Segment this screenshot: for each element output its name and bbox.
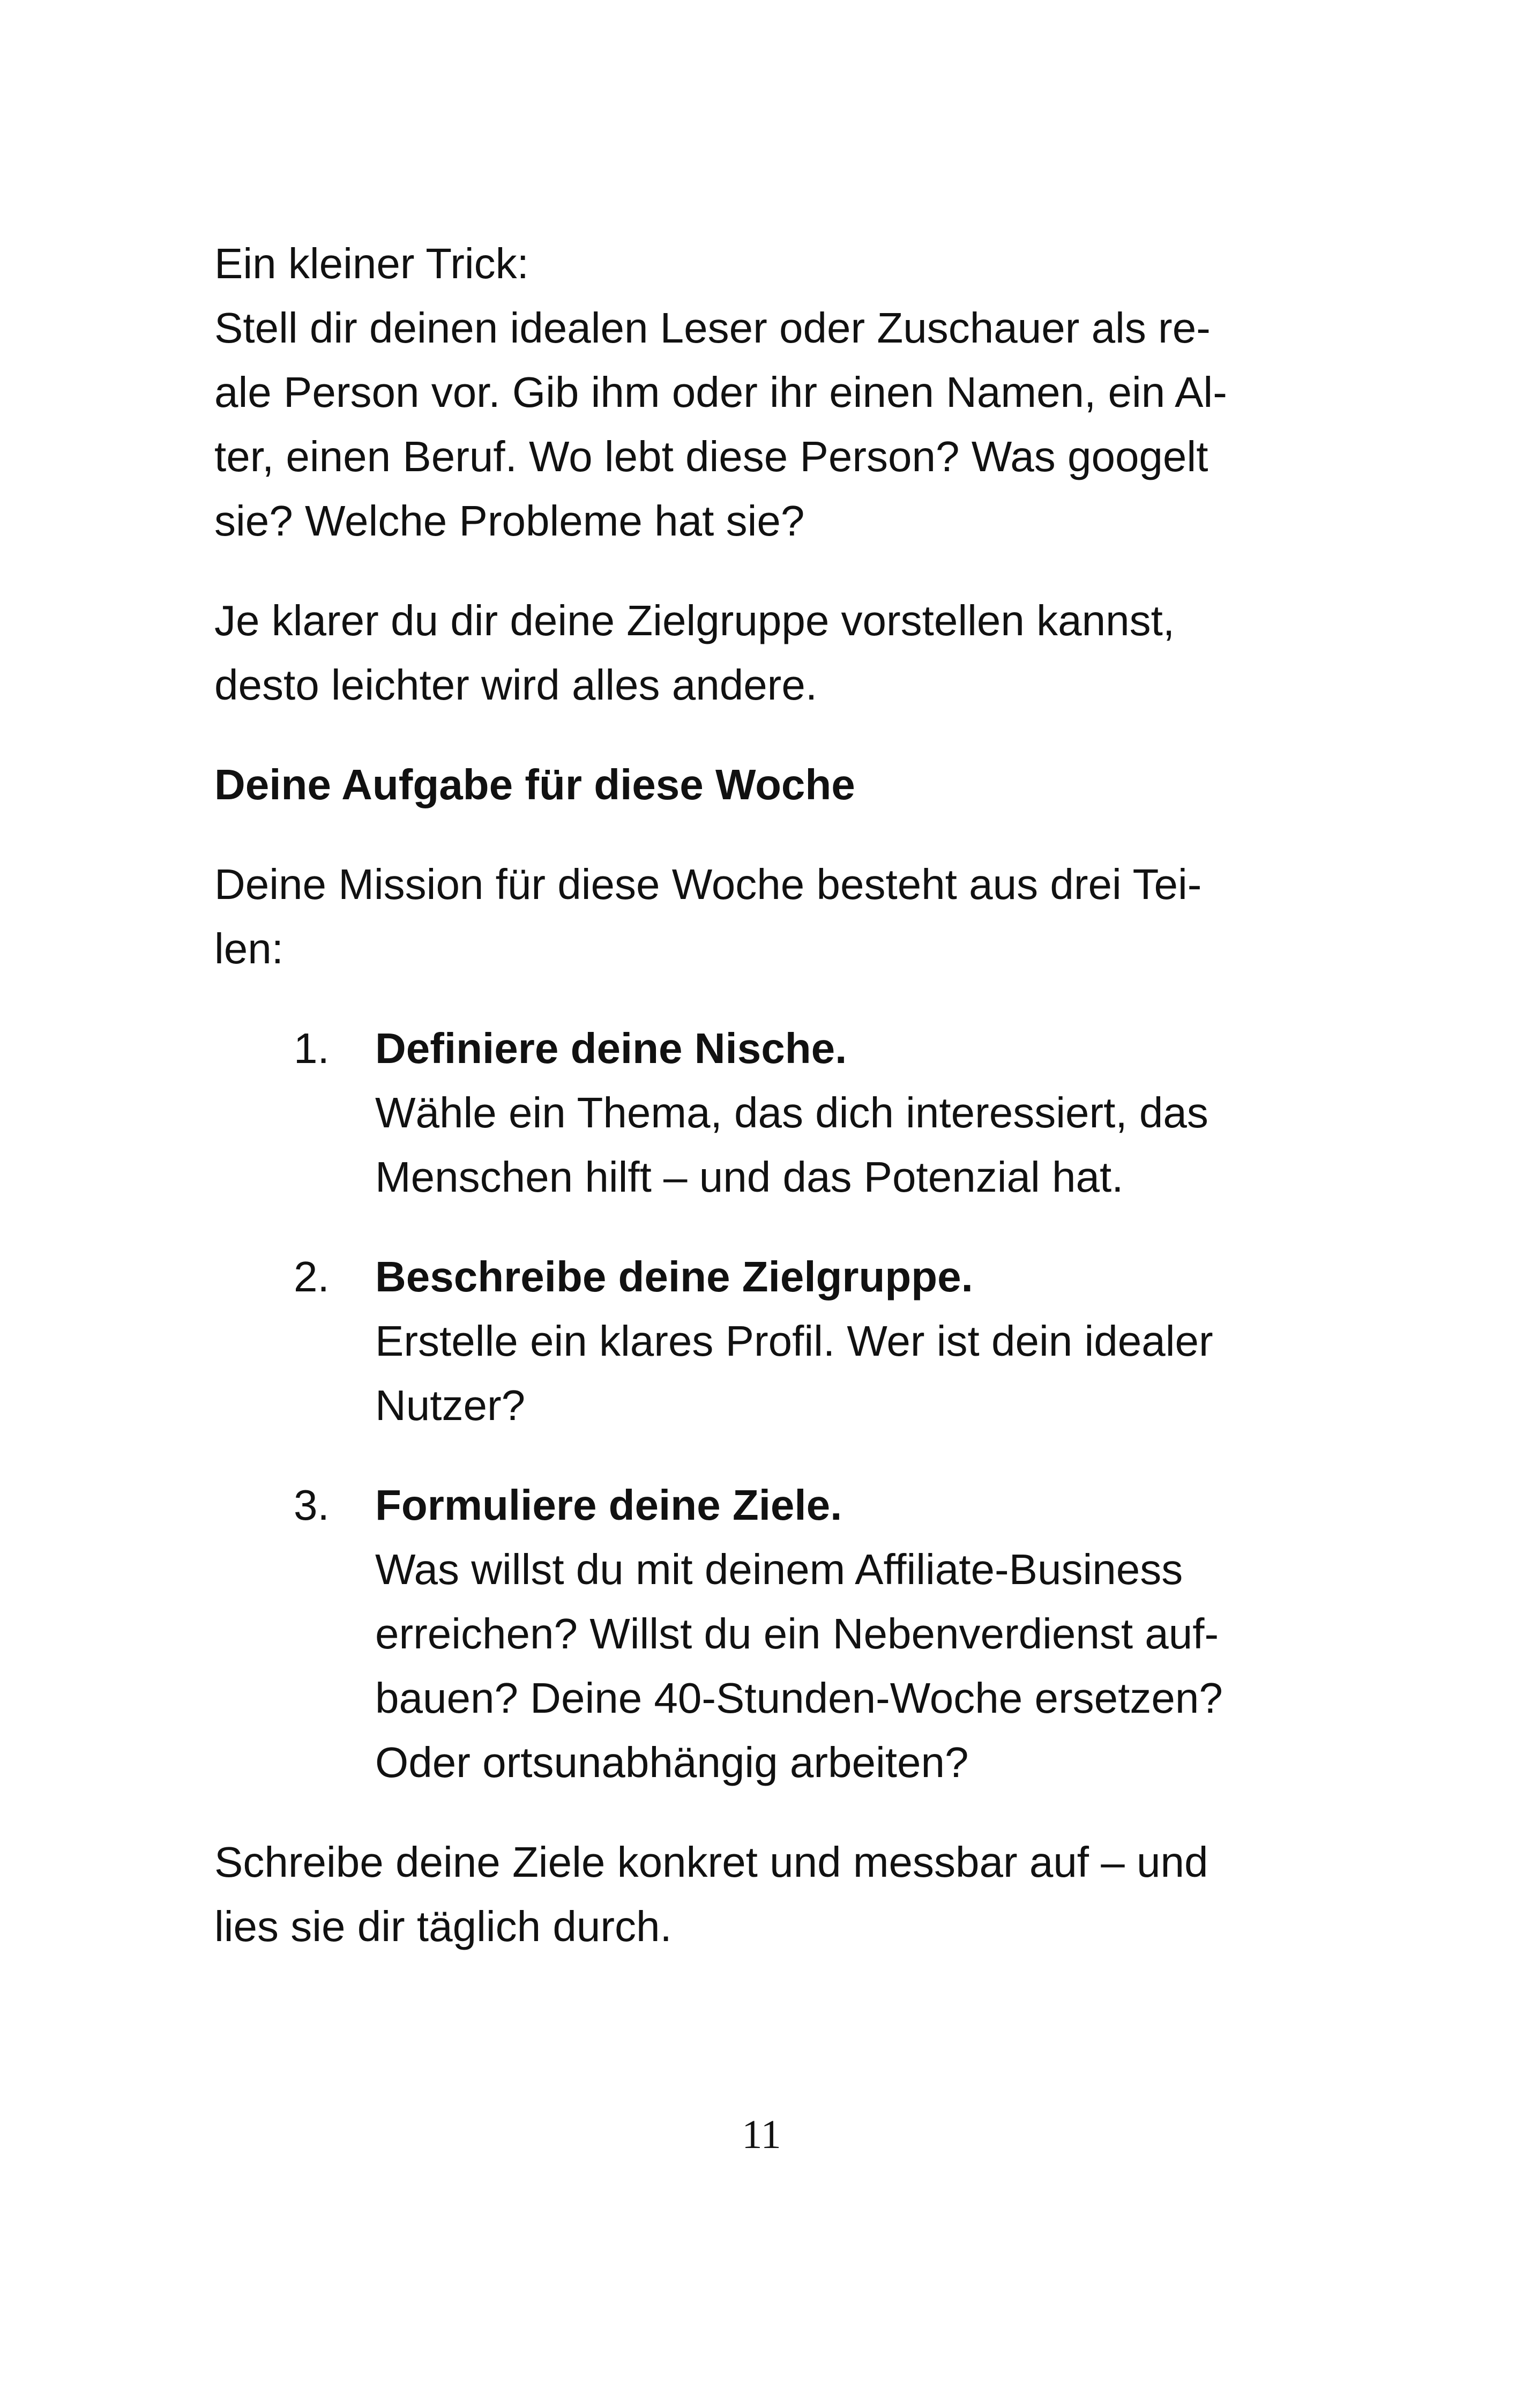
text-line: sie? Welche Probleme hat sie? xyxy=(214,497,805,545)
text-line: Je klarer du dir deine Zielgruppe vorstellen kannst, xyxy=(214,597,1175,644)
text-line: erreichen? Willst du ein Nebenverdienst auf- xyxy=(375,1610,1219,1658)
text-line: Nutzer? xyxy=(375,1381,526,1429)
text-line: Was willst du mit deinem Affiliate-Business xyxy=(375,1545,1183,1593)
list-item xyxy=(214,1473,1313,1795)
page-content xyxy=(214,232,1313,1994)
list-number: 1. xyxy=(294,1024,330,1072)
list-item-title: Definiere deine Nische. xyxy=(375,1024,847,1072)
target-group-paragraph xyxy=(214,589,1313,717)
list-item xyxy=(214,1016,1313,1209)
section-heading: Deine Aufgabe für diese Woche xyxy=(214,761,855,808)
text-line: Oder ortsunabhängig arbeiten? xyxy=(375,1738,969,1786)
closing-paragraph xyxy=(214,1830,1313,1959)
mission-paragraph xyxy=(214,852,1313,981)
text-line: Deine Mission für diese Woche besteht aus drei Tei- xyxy=(214,860,1202,908)
list-item-title: Beschreibe deine Zielgruppe. xyxy=(375,1253,973,1300)
list-item-title: Formuliere deine Ziele. xyxy=(375,1481,842,1529)
text-line: Schreibe deine Ziele konkret und messbar auf – und xyxy=(214,1838,1208,1886)
text-line: len: xyxy=(214,925,283,972)
text-line: lies sie dir täglich durch. xyxy=(214,1902,672,1950)
task-list xyxy=(214,1016,1313,1795)
text-line: Erstelle ein klares Profil. Wer ist dein idealer xyxy=(375,1317,1213,1365)
list-number: 3. xyxy=(294,1481,330,1529)
list-number: 2. xyxy=(294,1253,330,1300)
page-number: 11 xyxy=(742,2112,781,2157)
text-line: Wähle ein Thema, das dich interessiert, das xyxy=(375,1089,1208,1136)
text-line: Ein kleiner Trick: xyxy=(214,240,529,287)
text-line: ale Person vor. Gib ihm oder ihr einen Namen, ein Al- xyxy=(214,368,1227,416)
text-line: bauen? Deine 40-Stunden-Woche ersetzen? xyxy=(375,1674,1223,1722)
text-line: Stell dir deinen idealen Leser oder Zuschauer als re- xyxy=(214,304,1211,352)
text-line: Menschen hilft – und das Potenzial hat. xyxy=(375,1153,1124,1201)
text-line: ter, einen Beruf. Wo lebt diese Person? Was googelt xyxy=(214,433,1208,480)
list-item xyxy=(214,1245,1313,1438)
text-line: desto leichter wird alles andere. xyxy=(214,661,818,709)
intro-paragraph xyxy=(214,232,1313,553)
